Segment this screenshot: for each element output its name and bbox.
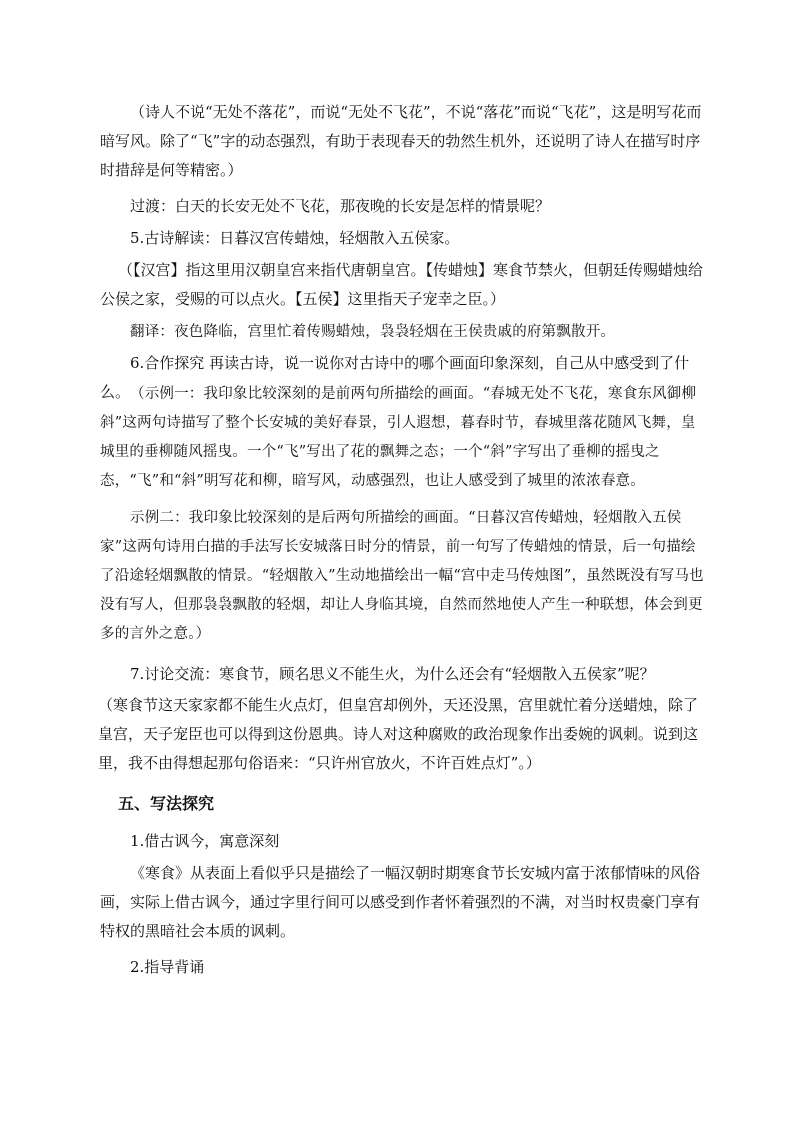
paragraph-fly-flower-note: （诗人不说“无处不落花”，而说“无处不飞花”，不说“落花”而说“飞花”，这是明写花而暗写风。除了“飞”字的动态强烈，有助于表现春天的勃然生机外，还说明了诗人在描写时序时措辞是何等精密。） bbox=[100, 103, 702, 179]
paragraph-example-1: （示例一：我印象比较深刻的是前两句所描绘的画面。“春城无处不飞花，寒食东风御柳斜”这两句诗描写了整个长安城的美好春景，引人遐想，暮春时节，春城里落花随风飞舞，皇城里的垂柳随风摇曳。一个“飞”写出了花的飘舞之态；一个“斜”字写出了垂柳的摇曳之态，“飞”和“斜”明写花和柳，暗写风，动感强烈，也让人感受到了城里的浓浓春意。 bbox=[100, 386, 697, 489]
paragraph-example-2: 示例二：我印象比较深刻的是后两句所描绘的画面。“日暮汉宫传蜡烛，轻烟散入五侯家”这两句诗用白描的手法写长安城落日时分的情景，前一句写了传蜡烛的情景，后一句描绘了沿途轻烟飘散的情景。“轻烟散入”生动地描绘出一幅“宫中走马传烛图”，虽然既没有写马也没有写人，但那袅袅飘散的轻烟，却让人身临其境，自然而然地使人产生一种联想，体会到更多的言外之意。） bbox=[100, 510, 704, 642]
paragraph-writing-analysis: 《寒食》从表面上看似乎只是描绘了一幅汉朝时期寒食节长安城内富于浓郁情味的风俗画，实际上借古讽今，通过字里行间可以感受到作者怀着强烈的不满，对当时权贵豪门享有特权的黑暗社会本质的讽刺。 bbox=[100, 864, 701, 940]
paragraph-subheading-1: 1.借古讽今，寓意深刻 bbox=[130, 832, 280, 850]
paragraph-transition: 过渡：白天的长安无处不飞花，那夜晚的长安是怎样的情景呢？ bbox=[130, 197, 551, 215]
paragraph-section-5: 5.古诗解读：日暮汉宫传蜡烛，轻烟散入五侯家。 bbox=[130, 229, 460, 247]
paragraph-discussion-answer: （寒食节这天家家都不能生火点灯，但皇宫却例外，天还没黑，宫里就忙着分送蜡烛，除了皇宫，天子宠臣也可以得到这份恩典。诗人对这种腐败的政治现象作出委婉的讽刺。说到这里，我不由得想起那句俗语来：“只许州官放火，不许百姓点灯”。） bbox=[98, 696, 699, 772]
paragraph-subheading-2: 2.指导背诵 bbox=[130, 958, 205, 976]
section-heading: 五、写法探究 bbox=[118, 794, 215, 813]
paragraph-translation: 翻译：夜色降临，宫里忙着传赐蜡烛，袅袅轻烟在王侯贵戚的府第飘散开。 bbox=[130, 324, 616, 340]
paragraph-section-6: 6.合作探究 再读古诗，说一说你对古诗中的哪个画面印象深刻，自己从中感受到了什么。 bbox=[100, 354, 690, 401]
paragraph-annotations: （【汉宫】指这里用汉朝皇宫来指代唐朝皇宫。【传蜡烛】寒食节禁火，但朝廷传赐蜡烛给公侯之家，受赐的可以点火。【五侯】这里指天子宠幸之臣。） bbox=[100, 261, 704, 308]
paragraph-section-7: 7.讨论交流：寒食节，顾名思义不能生火，为什么还会有“轻烟散入五侯家”呢？ bbox=[130, 665, 655, 683]
